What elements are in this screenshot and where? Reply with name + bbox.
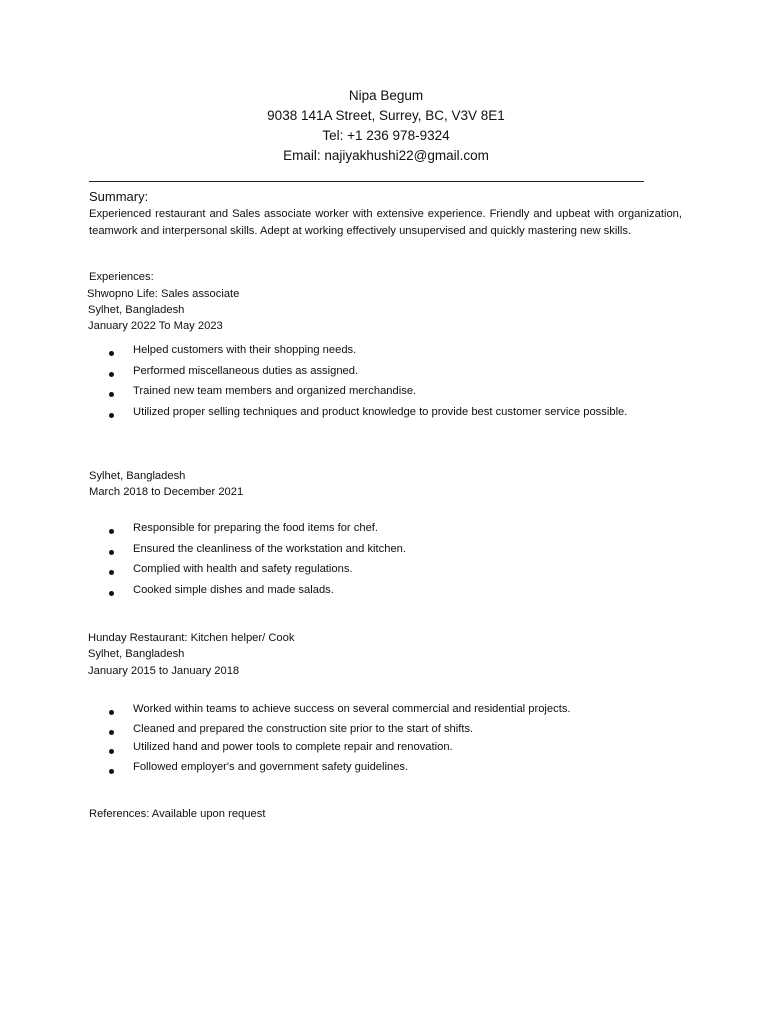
job-bullet: Responsible for preparing the food items for chef. bbox=[133, 522, 379, 534]
bullet-dot bbox=[109, 591, 114, 596]
job-bullet: Followed employer's and government safety guidelines. bbox=[133, 761, 409, 773]
bullet-dot bbox=[109, 529, 114, 534]
job-dates: January 2022 To May 2023 bbox=[88, 320, 223, 332]
job-bullet: Performed miscellaneous duties as assigned. bbox=[133, 365, 359, 377]
header-divider bbox=[89, 181, 644, 182]
experiences-heading: Experiences: bbox=[89, 271, 154, 283]
job-title: Shwopno Life: Sales associate bbox=[87, 288, 240, 300]
references-line: References: Available upon request bbox=[89, 808, 266, 820]
resume-phone: Tel: +1 236 978-9324 bbox=[322, 128, 450, 143]
job-location: Sylhet, Bangladesh bbox=[88, 648, 185, 660]
bullet-dot bbox=[109, 413, 114, 418]
bullet-dot bbox=[109, 749, 114, 754]
job-location: Sylhet, Bangladesh bbox=[88, 304, 185, 316]
bullet-dot bbox=[109, 550, 114, 555]
bullet-dot bbox=[109, 372, 114, 377]
bullet-dot bbox=[109, 570, 114, 575]
job-bullet: Trained new team members and organized merchandise. bbox=[133, 385, 417, 397]
job-bullet: Complied with health and safety regulations. bbox=[133, 563, 353, 575]
job-title: Hunday Restaurant: Kitchen helper/ Cook bbox=[88, 632, 295, 644]
summary-heading: Summary: bbox=[89, 189, 149, 204]
bullet-dot bbox=[109, 769, 114, 774]
resume-address: 9038 141A Street, Surrey, BC, V3V 8E1 bbox=[267, 108, 505, 123]
job-bullet: Utilized hand and power tools to complete repair and renovation. bbox=[133, 741, 453, 753]
summary-text: Experienced restaurant and Sales associate worker with extensive experience. Friendly and upbeat with organization, teamwork and interpersonal skills. Adept at working effectively unsupervised and quickly mastering new skills. bbox=[89, 208, 682, 237]
bullet-dot bbox=[109, 730, 114, 735]
job-dates: March 2018 to December 2021 bbox=[89, 486, 244, 498]
job-location: Sylhet, Bangladesh bbox=[89, 470, 186, 482]
bullet-dot bbox=[109, 351, 114, 356]
resume-email: Email: najiyakhushi22@gmail.com bbox=[283, 148, 489, 163]
bullet-dot bbox=[109, 710, 114, 715]
bullet-dot bbox=[109, 392, 114, 397]
job-bullet: Utilized proper selling techniques and product knowledge to provide best customer service possible. bbox=[133, 406, 628, 418]
job-bullet: Worked within teams to achieve success on several commercial and residential projects. bbox=[133, 703, 571, 715]
job-dates: January 2015 to January 2018 bbox=[88, 665, 240, 677]
resume-name: Nipa Begum bbox=[348, 88, 424, 103]
job-bullet: Ensured the cleanliness of the workstation and kitchen. bbox=[133, 543, 407, 555]
job-bullet: Helped customers with their shopping needs. bbox=[133, 344, 357, 356]
job-bullet: Cleaned and prepared the construction site prior to the start of shifts. bbox=[133, 723, 474, 735]
job-bullet: Cooked simple dishes and made salads. bbox=[133, 584, 334, 596]
